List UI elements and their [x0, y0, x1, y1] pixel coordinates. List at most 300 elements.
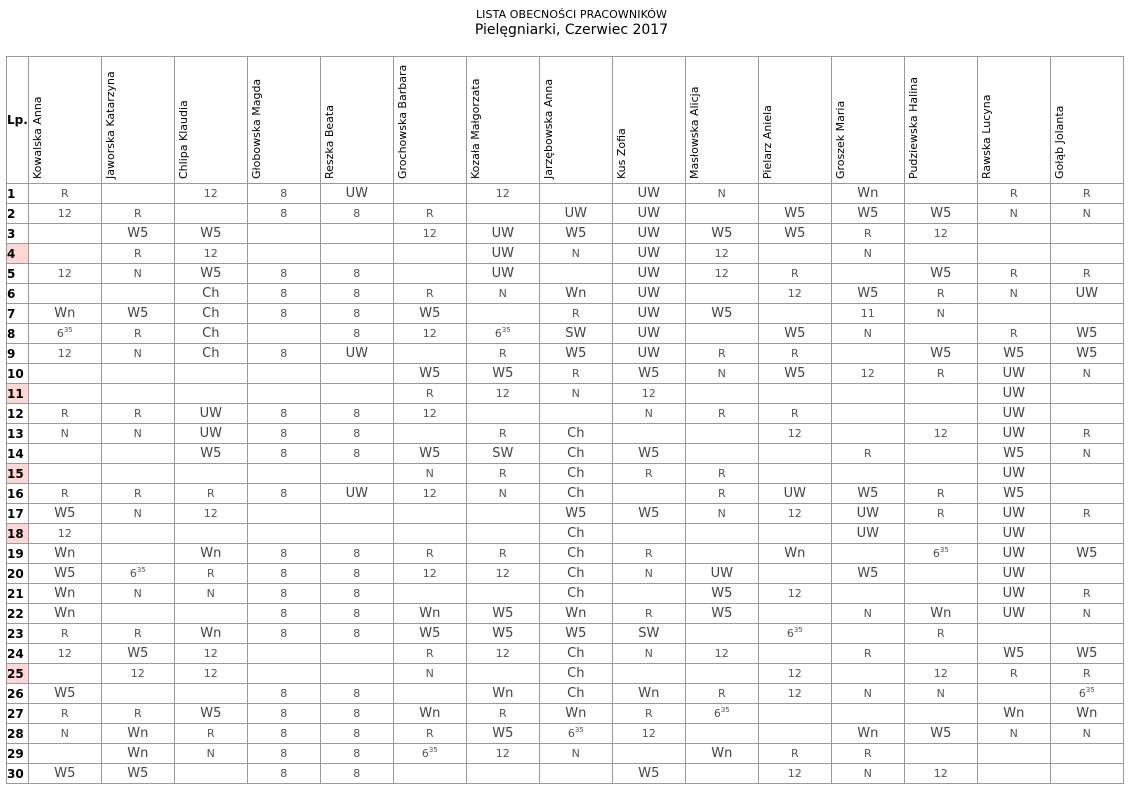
attendance-cell: 12	[758, 424, 831, 444]
employee-name: Rawska Lucyna	[979, 94, 993, 179]
attendance-cell: UW	[174, 424, 247, 444]
attendance-cell	[320, 524, 393, 544]
attendance-table	[6, 56, 1124, 784]
employee-name: Kozała Małgorzata	[468, 78, 482, 179]
attendance-cell: R	[831, 224, 904, 244]
attendance-cell: R	[393, 284, 466, 304]
day-number: 29	[7, 744, 29, 764]
attendance-cell: R	[539, 304, 612, 324]
employee-name: Masłowska Alicja	[687, 86, 701, 179]
attendance-cell	[685, 384, 758, 404]
attendance-cell: R	[393, 724, 466, 744]
day-number: 28	[7, 724, 29, 744]
day-number: 25	[7, 664, 29, 684]
employee-name: Jarzębowska Anna	[541, 78, 555, 179]
attendance-cell: UW	[320, 184, 393, 204]
attendance-cell: 12	[758, 284, 831, 304]
day-number: 30	[7, 764, 29, 784]
attendance-cell	[101, 384, 174, 404]
attendance-cell	[904, 744, 977, 764]
day-number: 9	[7, 344, 29, 364]
attendance-cell: UW	[977, 464, 1050, 484]
attendance-cell: Wn	[393, 704, 466, 724]
attendance-cell: R	[466, 704, 539, 724]
attendance-cell: $6^{35}$	[685, 704, 758, 724]
attendance-cell: UW	[612, 184, 685, 204]
attendance-cell: R	[466, 344, 539, 364]
attendance-cell: R	[1050, 264, 1123, 284]
attendance-cell	[977, 624, 1050, 644]
attendance-cell	[174, 764, 247, 784]
attendance-cell: 8	[320, 564, 393, 584]
attendance-cell: R	[904, 364, 977, 384]
attendance-cell: Wn	[174, 544, 247, 564]
attendance-cell: UW	[466, 244, 539, 264]
lp-column-header: Lp.	[7, 57, 29, 184]
day-number: 14	[7, 444, 29, 464]
table-row	[7, 384, 1124, 404]
attendance-cell	[28, 444, 101, 464]
attendance-cell: R	[977, 664, 1050, 684]
attendance-cell: Ch	[539, 664, 612, 684]
attendance-cell: N	[539, 244, 612, 264]
attendance-cell: Wn	[1050, 704, 1123, 724]
attendance-cell	[320, 504, 393, 524]
table-row	[7, 264, 1124, 284]
attendance-cell: Wn	[466, 684, 539, 704]
attendance-cell: W5	[612, 364, 685, 384]
attendance-cell: $6^{35}$	[28, 324, 101, 344]
header-row	[7, 57, 1124, 184]
attendance-cell: R	[393, 544, 466, 564]
attendance-cell: R	[1050, 184, 1123, 204]
attendance-cell	[247, 224, 320, 244]
table-row	[7, 344, 1124, 364]
attendance-cell	[685, 764, 758, 784]
attendance-cell: 12	[758, 764, 831, 784]
table-row	[7, 364, 1124, 384]
attendance-cell: 12	[758, 584, 831, 604]
attendance-cell: N	[1050, 204, 1123, 224]
attendance-cell: 12	[174, 244, 247, 264]
attendance-cell	[1050, 384, 1123, 404]
attendance-cell: 12	[174, 664, 247, 684]
attendance-cell	[174, 204, 247, 224]
attendance-cell: 12	[174, 644, 247, 664]
attendance-cell	[393, 264, 466, 284]
attendance-cell	[247, 644, 320, 664]
attendance-cell	[977, 764, 1050, 784]
attendance-cell	[247, 244, 320, 264]
attendance-cell	[539, 764, 612, 784]
attendance-cell: 8	[320, 204, 393, 224]
attendance-cell: 8	[320, 284, 393, 304]
attendance-cell: 12	[685, 244, 758, 264]
attendance-cell	[1050, 484, 1123, 504]
attendance-cell: 8	[320, 304, 393, 324]
attendance-cell	[612, 424, 685, 444]
employee-name: Grochowska Barbara	[395, 64, 409, 179]
attendance-cell: Ch	[174, 344, 247, 364]
attendance-cell: W5	[612, 504, 685, 524]
attendance-cell: W5	[539, 344, 612, 364]
attendance-cell: Wn	[685, 744, 758, 764]
attendance-cell: R	[612, 704, 685, 724]
attendance-cell: R	[101, 484, 174, 504]
attendance-cell	[904, 184, 977, 204]
attendance-cell: Wn	[101, 744, 174, 764]
table-row	[7, 324, 1124, 344]
attendance-cell: N	[1050, 724, 1123, 744]
table-row	[7, 184, 1124, 204]
attendance-cell: N	[174, 744, 247, 764]
attendance-cell: Wn	[977, 704, 1050, 724]
attendance-cell	[1050, 244, 1123, 264]
attendance-cell: 8	[247, 444, 320, 464]
attendance-cell	[28, 244, 101, 264]
table-row	[7, 504, 1124, 524]
attendance-cell	[612, 744, 685, 764]
employee-column-header	[28, 57, 101, 184]
attendance-cell	[904, 524, 977, 544]
employee-name: Reszka Beata	[322, 105, 336, 179]
attendance-cell: 12	[174, 504, 247, 524]
attendance-cell	[247, 364, 320, 384]
attendance-cell: 12	[393, 404, 466, 424]
attendance-cell	[904, 444, 977, 464]
attendance-cell: R	[685, 684, 758, 704]
table-row	[7, 624, 1124, 644]
attendance-cell: W5	[758, 204, 831, 224]
attendance-cell: W5	[904, 204, 977, 224]
attendance-cell: Wn	[758, 544, 831, 564]
table-row	[7, 484, 1124, 504]
attendance-cell: W5	[28, 564, 101, 584]
attendance-cell: UW	[320, 484, 393, 504]
attendance-cell: Ch	[539, 544, 612, 564]
attendance-cell: $6^{35}$	[101, 564, 174, 584]
attendance-cell: N	[101, 424, 174, 444]
attendance-cell	[758, 564, 831, 584]
attendance-cell: 12	[466, 644, 539, 664]
attendance-cell	[174, 524, 247, 544]
attendance-cell: 8	[247, 344, 320, 364]
attendance-cell: Wn	[393, 604, 466, 624]
attendance-cell: 8	[247, 424, 320, 444]
attendance-cell: R	[1050, 504, 1123, 524]
attendance-cell: R	[466, 424, 539, 444]
attendance-cell: W5	[393, 364, 466, 384]
attendance-cell: UW	[758, 484, 831, 504]
attendance-cell	[101, 184, 174, 204]
attendance-cell: W5	[612, 444, 685, 464]
attendance-cell: UW	[466, 264, 539, 284]
attendance-cell	[977, 304, 1050, 324]
page-subtitle: Pielęgniarki, Czerwiec 2017	[474, 22, 669, 38]
time-superscript: 35	[428, 746, 438, 754]
attendance-cell: 12	[904, 764, 977, 784]
attendance-cell	[1050, 224, 1123, 244]
attendance-cell: UW	[612, 244, 685, 264]
attendance-cell: N	[101, 264, 174, 284]
attendance-cell: $6^{35}$	[1050, 684, 1123, 704]
attendance-cell	[1050, 564, 1123, 584]
attendance-cell: R	[28, 704, 101, 724]
attendance-cell	[101, 464, 174, 484]
attendance-cell	[466, 524, 539, 544]
attendance-cell: R	[977, 324, 1050, 344]
attendance-cell: W5	[1050, 324, 1123, 344]
attendance-cell	[904, 564, 977, 584]
attendance-cell	[831, 344, 904, 364]
day-number: 20	[7, 564, 29, 584]
attendance-cell	[1050, 524, 1123, 544]
attendance-cell: 11	[831, 304, 904, 324]
employee-name: Kowalska Anna	[30, 96, 44, 179]
time-superscript: 35	[1085, 686, 1095, 694]
attendance-cell	[101, 284, 174, 304]
attendance-cell: Wn	[28, 584, 101, 604]
attendance-cell	[539, 404, 612, 424]
attendance-cell: Wn	[174, 624, 247, 644]
attendance-cell: R	[393, 204, 466, 224]
time-superscript: 35	[939, 546, 949, 554]
attendance-cell	[685, 204, 758, 224]
attendance-cell: R	[685, 404, 758, 424]
attendance-cell: W5	[1050, 644, 1123, 664]
attendance-cell: N	[174, 584, 247, 604]
attendance-cell: $6^{35}$	[393, 744, 466, 764]
attendance-cell	[320, 464, 393, 484]
attendance-cell	[539, 264, 612, 284]
attendance-cell: W5	[466, 624, 539, 644]
attendance-cell: 12	[758, 504, 831, 524]
attendance-cell: Wn	[28, 304, 101, 324]
attendance-cell: 8	[320, 624, 393, 644]
attendance-cell	[101, 524, 174, 544]
attendance-cell: 8	[247, 284, 320, 304]
attendance-cell: W5	[393, 624, 466, 644]
attendance-cell: R	[174, 724, 247, 744]
attendance-cell: N	[831, 324, 904, 344]
employee-column-header	[247, 57, 320, 184]
attendance-cell	[466, 404, 539, 424]
day-number: 12	[7, 404, 29, 424]
attendance-cell: 8	[320, 544, 393, 564]
attendance-cell	[320, 364, 393, 384]
attendance-cell	[28, 284, 101, 304]
attendance-cell: 12	[758, 684, 831, 704]
attendance-cell: R	[1050, 664, 1123, 684]
attendance-cell: SW	[612, 624, 685, 644]
attendance-cell: UW	[977, 584, 1050, 604]
attendance-cell: W5	[977, 644, 1050, 664]
attendance-cell: R	[539, 364, 612, 384]
attendance-cell: R	[1050, 424, 1123, 444]
attendance-cell: W5	[904, 344, 977, 364]
attendance-cell: R	[28, 624, 101, 644]
attendance-cell: W5	[174, 224, 247, 244]
employee-column-header	[612, 57, 685, 184]
attendance-cell: W5	[758, 364, 831, 384]
attendance-cell	[101, 604, 174, 624]
attendance-cell: N	[685, 504, 758, 524]
table-row	[7, 424, 1124, 444]
attendance-cell	[247, 664, 320, 684]
attendance-cell: W5	[612, 764, 685, 784]
attendance-cell	[466, 204, 539, 224]
attendance-cell: N	[831, 684, 904, 704]
attendance-cell: R	[685, 344, 758, 364]
attendance-cell: Wn	[539, 604, 612, 624]
attendance-cell: 8	[320, 724, 393, 744]
attendance-cell: Wn	[831, 724, 904, 744]
attendance-cell	[174, 384, 247, 404]
table-row	[7, 744, 1124, 764]
attendance-cell: Ch	[174, 284, 247, 304]
attendance-cell	[393, 584, 466, 604]
attendance-cell: R	[28, 184, 101, 204]
attendance-cell: W5	[685, 224, 758, 244]
attendance-cell: Wn	[28, 604, 101, 624]
attendance-cell	[758, 384, 831, 404]
day-number: 17	[7, 504, 29, 524]
attendance-cell	[101, 544, 174, 564]
day-number: 22	[7, 604, 29, 624]
attendance-cell: Ch	[539, 444, 612, 464]
employee-column-header	[320, 57, 393, 184]
attendance-cell: UW	[977, 564, 1050, 584]
attendance-cell: W5	[831, 284, 904, 304]
attendance-cell	[612, 524, 685, 544]
attendance-cell: 12	[393, 324, 466, 344]
day-number: 3	[7, 224, 29, 244]
attendance-cell: N	[977, 284, 1050, 304]
attendance-cell: 12	[28, 204, 101, 224]
attendance-cell	[28, 744, 101, 764]
attendance-cell: N	[393, 664, 466, 684]
day-number: 23	[7, 624, 29, 644]
attendance-cell: 8	[247, 744, 320, 764]
attendance-cell: UW	[539, 204, 612, 224]
employee-name: Gołąb Jolanta	[1052, 105, 1066, 179]
attendance-cell: 8	[247, 484, 320, 504]
attendance-cell: W5	[758, 324, 831, 344]
employee-column-header	[393, 57, 466, 184]
employee-column-header	[1050, 57, 1123, 184]
attendance-cell: R	[101, 324, 174, 344]
attendance-cell: UW	[612, 224, 685, 244]
day-number: 27	[7, 704, 29, 724]
table-row	[7, 704, 1124, 724]
attendance-cell: N	[539, 744, 612, 764]
attendance-cell	[612, 664, 685, 684]
attendance-cell	[393, 504, 466, 524]
attendance-cell: Wn	[101, 724, 174, 744]
attendance-cell	[758, 304, 831, 324]
attendance-cell	[685, 544, 758, 564]
attendance-cell: 8	[247, 684, 320, 704]
attendance-cell	[174, 464, 247, 484]
attendance-cell	[904, 464, 977, 484]
attendance-cell: 12	[685, 264, 758, 284]
employee-column-header	[831, 57, 904, 184]
day-number: 19	[7, 544, 29, 564]
attendance-cell: R	[612, 544, 685, 564]
day-number: 26	[7, 684, 29, 704]
attendance-cell	[612, 484, 685, 504]
attendance-cell: 8	[320, 404, 393, 424]
attendance-cell: R	[101, 704, 174, 724]
attendance-cell	[466, 764, 539, 784]
attendance-cell: R	[904, 484, 977, 504]
attendance-cell: 8	[247, 184, 320, 204]
attendance-cell: R	[977, 264, 1050, 284]
attendance-cell: UW	[466, 224, 539, 244]
attendance-cell: N	[612, 644, 685, 664]
attendance-cell: SW	[539, 324, 612, 344]
attendance-cell: R	[685, 484, 758, 504]
attendance-cell	[393, 684, 466, 704]
attendance-cell: W5	[101, 224, 174, 244]
attendance-cell	[758, 724, 831, 744]
employee-name: Chlipa Klaudia	[176, 100, 190, 179]
attendance-cell	[758, 604, 831, 624]
day-number: 16	[7, 484, 29, 504]
attendance-cell: N	[612, 564, 685, 584]
attendance-cell: W5	[101, 764, 174, 784]
table-row	[7, 304, 1124, 324]
attendance-cell	[393, 424, 466, 444]
attendance-cell	[904, 324, 977, 344]
attendance-cell	[101, 444, 174, 464]
attendance-cell	[28, 224, 101, 244]
attendance-cell: Wn	[28, 544, 101, 564]
attendance-cell	[393, 344, 466, 364]
attendance-cell: N	[612, 404, 685, 424]
table-row	[7, 684, 1124, 704]
attendance-cell: R	[612, 604, 685, 624]
attendance-cell: N	[977, 204, 1050, 224]
attendance-cell: N	[1050, 604, 1123, 624]
attendance-cell	[831, 664, 904, 684]
attendance-cell: 12	[28, 264, 101, 284]
attendance-cell: Wn	[539, 284, 612, 304]
attendance-cell: Ch	[539, 464, 612, 484]
attendance-cell: 8	[320, 704, 393, 724]
attendance-cell	[831, 464, 904, 484]
attendance-cell: Ch	[539, 484, 612, 504]
attendance-cell: Ch	[539, 564, 612, 584]
attendance-cell	[977, 684, 1050, 704]
employee-column-header	[977, 57, 1050, 184]
attendance-cell: N	[101, 584, 174, 604]
table-row	[7, 444, 1124, 464]
attendance-cell: N	[466, 284, 539, 304]
attendance-cell: 12	[466, 744, 539, 764]
attendance-cell: R	[758, 264, 831, 284]
attendance-cell: Ch	[539, 684, 612, 704]
attendance-cell: W5	[174, 264, 247, 284]
day-number: 1	[7, 184, 29, 204]
attendance-cell: 12	[685, 644, 758, 664]
attendance-cell	[685, 624, 758, 644]
attendance-cell: W5	[28, 764, 101, 784]
attendance-cell: UW	[320, 344, 393, 364]
attendance-cell	[831, 404, 904, 424]
attendance-cell	[831, 264, 904, 284]
attendance-cell: 8	[247, 304, 320, 324]
